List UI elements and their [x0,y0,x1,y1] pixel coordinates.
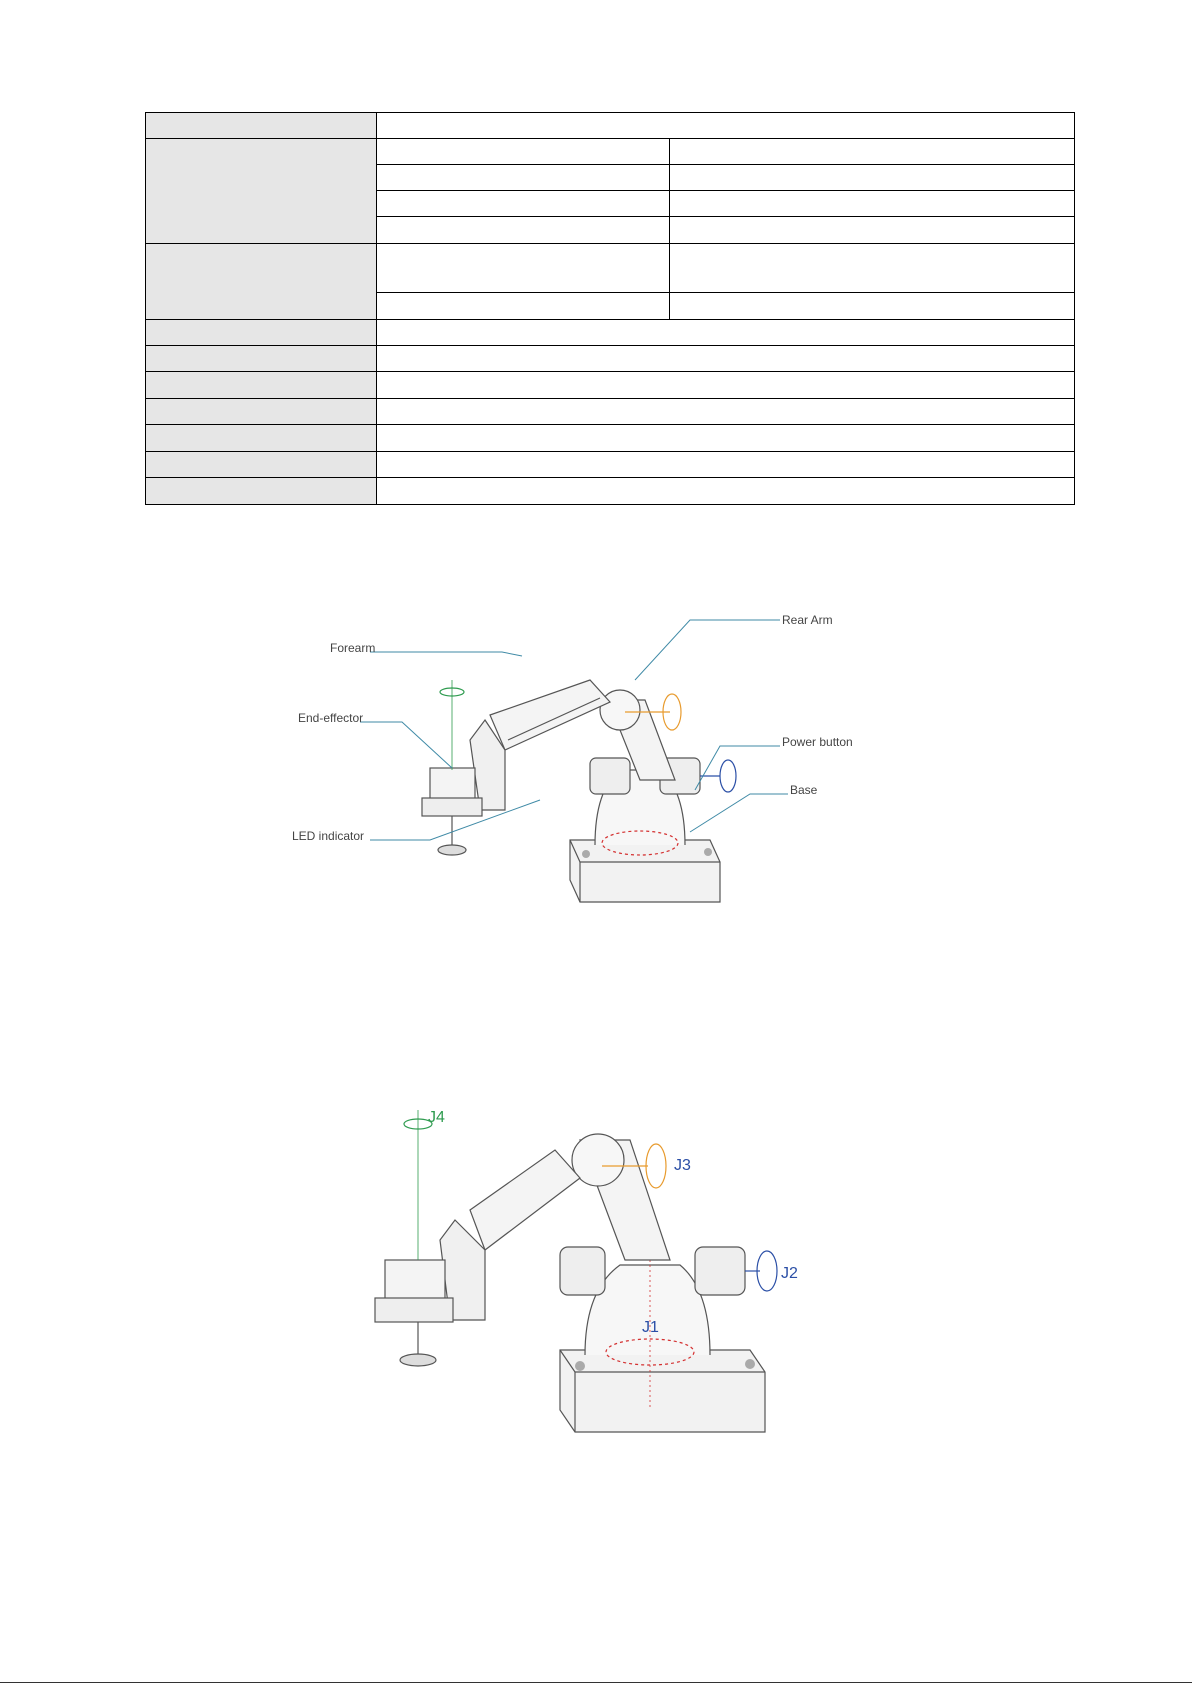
table-cell [377,452,1075,478]
table-cell [670,293,1075,320]
table-cell [146,320,377,346]
led-indicator-label: LED indicator [292,829,365,843]
table-cell [146,244,377,320]
table-cell [377,165,670,191]
page-bottom-rule [0,1682,1192,1683]
table-cell [670,217,1075,244]
table-row [146,244,1075,293]
table-cell [146,346,377,372]
j1-label: J1 [642,1319,659,1336]
table-cell [377,191,670,217]
table-cell [377,399,1075,425]
table-cell [670,139,1075,165]
robot-arm-illustration [422,680,736,902]
base-label: Base [790,783,818,797]
table-cell [377,320,1075,346]
table-cell [377,113,1075,139]
table-row [146,478,1075,505]
table-cell [146,139,377,244]
table-cell [146,399,377,425]
table-row [146,346,1075,372]
spec-table [145,112,1075,505]
table-cell [377,346,1075,372]
table-cell [670,191,1075,217]
rear-arm-label: Rear Arm [782,613,833,627]
forearm-label: Forearm [330,641,376,655]
j4-label: J4 [428,1109,445,1126]
end-effector-label: End-effector [298,711,364,725]
table-row [146,372,1075,399]
table-row [146,425,1075,452]
table-cell [146,452,377,478]
table-cell [670,244,1075,293]
j2-label: J2 [781,1265,798,1282]
table-cell [377,425,1075,452]
table-row [146,399,1075,425]
robot-arm-joints-figure [380,1110,840,1450]
table-cell [377,293,670,320]
table-cell [146,372,377,399]
table-cell [377,478,1075,505]
table-row [146,320,1075,346]
table-cell [377,372,1075,399]
table-cell [146,113,377,139]
table-cell [377,244,670,293]
j3-label: J3 [674,1157,691,1174]
table-cell [377,139,670,165]
table-row [146,139,1075,165]
robot-arm-callout-figure [290,613,930,940]
power-button-label: Power button [782,735,853,749]
table-row [146,113,1075,139]
table-row [146,452,1075,478]
robot-arm-joints-illustration [375,1110,777,1432]
table-cell [146,425,377,452]
table-cell [377,217,670,244]
table-cell [146,478,377,505]
table-cell [670,165,1075,191]
